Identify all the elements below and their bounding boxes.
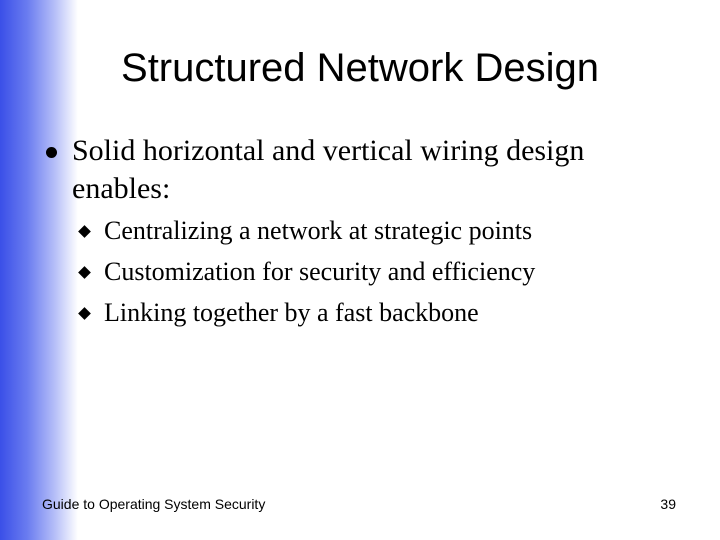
bullet-dot-icon [46, 147, 57, 158]
sub-bullet-text: Linking together by a fast backbone [104, 298, 479, 327]
sub-bullet-list [80, 213, 680, 336]
diamond-bullet-icon [78, 307, 91, 320]
footer-course-title: Guide to Operating System Security [42, 496, 266, 512]
sub-bullet-text: Customization for security and efficiency [104, 257, 536, 286]
page-number: 39 [660, 496, 676, 512]
diamond-bullet-icon [78, 225, 91, 238]
slide-title: Structured Network Design [121, 46, 599, 90]
list-item [80, 295, 680, 336]
list-item [80, 213, 680, 254]
diamond-bullet-icon [78, 266, 91, 279]
list-item [80, 254, 680, 295]
main-bullet-text: Solid horizontal and vertical wiring design enables: [72, 134, 585, 205]
sub-bullet-text: Centralizing a network at strategic points [104, 216, 533, 245]
